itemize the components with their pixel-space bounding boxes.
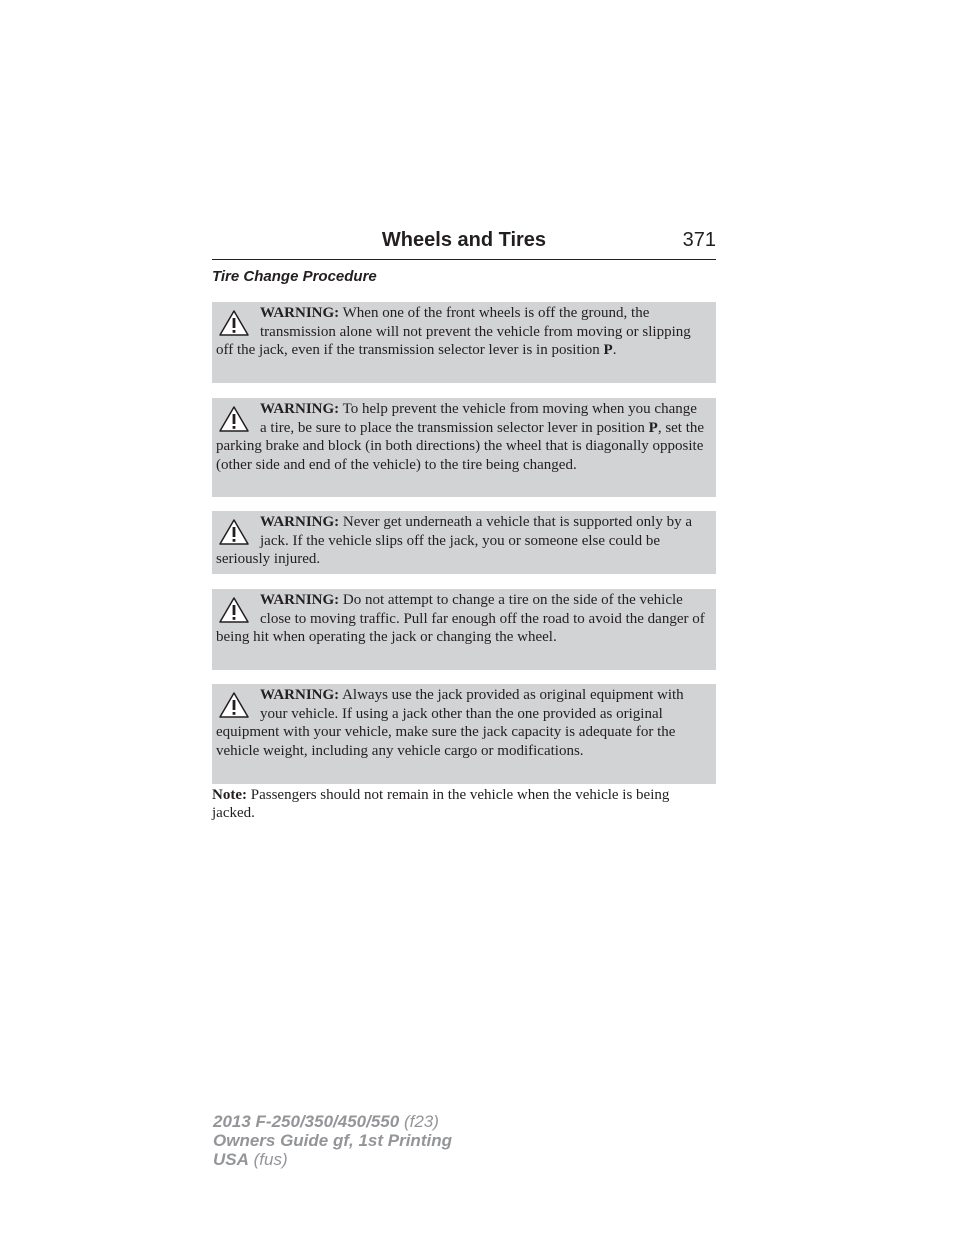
footer-printing: Owners Guide gf, 1st Printing [213, 1131, 452, 1150]
page-footer [213, 1112, 452, 1169]
warning-box [212, 302, 716, 383]
page-number: 371 [682, 229, 716, 251]
warning-label: WARNING: [260, 592, 340, 608]
footer-region: USA [213, 1150, 249, 1169]
footer-model: 2013 F-250/350/450/550 [213, 1112, 400, 1131]
footer-line-1 [213, 1112, 452, 1131]
warning-triangle-icon [218, 405, 250, 433]
warning-text: To help prevent the vehicle from moving when you change a tire, be sure to place the transmission selector lever in position [260, 401, 697, 436]
section-title: Tire Change Procedure [212, 268, 377, 285]
footer-model-code: (f23) [399, 1112, 439, 1131]
note-paragraph [212, 787, 712, 822]
warning-text-bold: P [648, 419, 658, 436]
warning-triangle-icon [218, 309, 250, 337]
warning-triangle-icon [218, 691, 250, 719]
note-text: Passengers should not remain in the vehicle when the vehicle is being jacked. [212, 787, 670, 821]
warning-label: WARNING: [260, 687, 340, 703]
warning-text-bold: P [603, 342, 613, 359]
footer-line-2 [213, 1131, 452, 1150]
warning-text: . [612, 342, 617, 359]
warning-text: Never get underneath a vehicle that is supported only by a jack. If the vehicle slips off the jack, you or someone else could be seriously injured. [216, 514, 692, 568]
warning-text: Always use the jack provided as original equipment with your vehicle. If using a jack other than the one provided as original equipment with your vehicle, make sure the jack capacity is adequate for the vehicle weight, including any vehicle cargo or modifications. [216, 687, 684, 760]
warning-text: Do not attempt to change a tire on the side of the vehicle close to moving traffic. Pull far enough off the road to avoid the danger of being hit when operating the jack or changing the wheel. [216, 592, 705, 646]
page-header [212, 229, 716, 260]
warning-box [212, 589, 716, 670]
warning-label: WARNING: [260, 401, 340, 417]
warning-label: WARNING: [260, 514, 340, 530]
warning-box [212, 511, 716, 574]
chapter-title: Wheels and Tires [381, 229, 547, 251]
warning-label: WARNING: [260, 305, 340, 321]
warning-box [212, 398, 716, 497]
warning-text: When one of the front wheels is off the ground, the transmission alone will not prevent the vehicle from moving or slipping off the jack, even if the transmission selector lever is in position [216, 305, 691, 359]
footer-region-code: (fus) [248, 1150, 288, 1169]
warning-triangle-icon [218, 596, 250, 624]
warning-box [212, 684, 716, 784]
warning-text: , set the parking brake and block (in both directions) the wheel that is diagonally opposite (other side and end of the vehicle) to the tire being changed. [216, 419, 705, 474]
footer-line-3 [213, 1150, 452, 1169]
note-label: Note: [212, 787, 247, 803]
warning-triangle-icon [218, 518, 250, 546]
